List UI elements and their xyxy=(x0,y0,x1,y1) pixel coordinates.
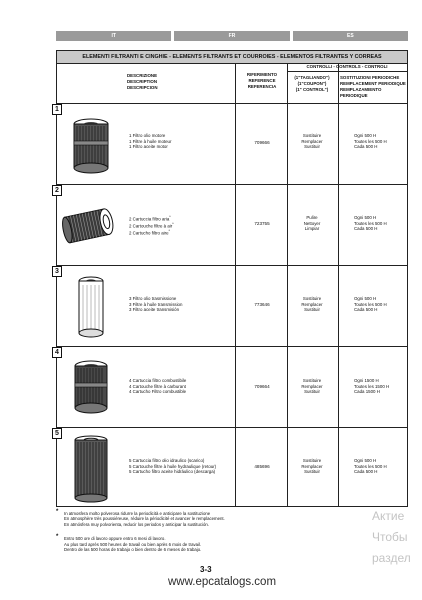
hydraulic-filter-illustration xyxy=(61,433,121,505)
row-description: 4 Cartuccia filtro combustibile 4 Cartouche filtre à carburant 4 Cartucho Filtro combustible xyxy=(129,378,187,395)
language-tab-es: ES xyxy=(293,31,408,41)
row-divider xyxy=(57,427,407,428)
row-action: Sostituire Remplacer Sustituir xyxy=(301,296,323,313)
table-title: ELEMENTI FILTRANTI E CINGHIE - ELEMENTS FILTRANTS ET COURROIES - ELEMENTOS FILTRANTES Y CORREAS xyxy=(57,51,407,64)
row-divider xyxy=(57,346,407,347)
controls-header: CONTROLLI - CONTROLS - CONTROLI xyxy=(306,64,388,69)
overlay-text: раздел xyxy=(372,551,411,565)
page-number: 3-3 xyxy=(200,565,212,574)
air-filter-illustration xyxy=(61,198,121,254)
row-number: 3 xyxy=(52,266,62,277)
row-reference: 709666 xyxy=(254,140,270,145)
overlay-text: Чтобы xyxy=(372,530,408,544)
description-header: DESCRIZIONE DESCRIPTION DESCRIPCION xyxy=(127,73,158,90)
footnote-mark: * xyxy=(56,534,59,541)
row-description: 5 Cartuccia filtro olio idraulico (scarico) 5 Cartouche filtre à huile hydraulique (retour) 5 Cartucho filtro aceite hidráulico (descarga) xyxy=(129,458,217,475)
row-description: 2 Cartuccia filtro aria* 2 Cartouche filtre à air* 2 Cartucho filtro aire* xyxy=(129,215,174,236)
fuel-filter-illustration xyxy=(61,356,121,420)
row-number: 1 xyxy=(52,104,62,115)
row-reference: 485696 xyxy=(254,464,270,469)
header-divider xyxy=(57,103,407,104)
row-action: Sostituire Remplacer Sustituir xyxy=(301,378,323,395)
column-divider xyxy=(235,63,236,506)
filters-table xyxy=(56,50,408,507)
tag-header: (1"TAGLIANDO") (1"COUPON") (1" CONTROL") xyxy=(294,75,330,92)
row-divider xyxy=(57,265,407,266)
column-divider xyxy=(287,63,288,506)
row-interval: Ogni 500 H Toutes les 500 H Cada 500 H xyxy=(354,215,387,232)
row-number: 5 xyxy=(52,428,62,439)
footnotes xyxy=(56,511,356,561)
substitution-header: SOSTITUZIONI PERIODICHE REMPLACEMENT PERIODIQUE REMPLAZAMIENTO PERIODIQUE xyxy=(340,75,406,98)
language-bar xyxy=(56,31,408,41)
row-interval: Ogni 500 H Toutes les 500 H Cada 500 H xyxy=(354,296,387,313)
row-action: Sostituire Remplacer Sustituir xyxy=(301,133,323,150)
row-divider xyxy=(57,184,407,185)
controls-divider xyxy=(287,71,407,72)
oil-filter-illustration xyxy=(61,114,121,178)
row-action: Pulire Nettoyer Limpiar xyxy=(303,215,321,232)
footnote: * In atmosfera molto polverosa ridurre la periodicità e anticipare la sostituzione En atmosphère très poussiéreuse, réduire la périodicité et avancer le remplacement. En atmósfera muy polvorienta, reducir los periodos y anticipar la sustitución. xyxy=(56,509,225,527)
row-reference: 773646 xyxy=(254,302,270,307)
column-divider xyxy=(338,63,339,506)
row-number: 4 xyxy=(52,347,62,358)
reference-header: RIFERIMENTO REFERENCE REFERENCIA xyxy=(246,72,278,89)
language-tab-fr: FR xyxy=(174,31,289,41)
row-description: 3 Filtro olio trasmissione 3 Filtre à huile transmission 3 Filtro aceite transmisión xyxy=(129,296,183,313)
row-interval: Ogni 1500 H Toutes les 1500 H Cada 1500 H xyxy=(354,378,390,395)
row-number: 2 xyxy=(52,185,62,196)
transmission-filter-illustration xyxy=(61,273,121,341)
row-interval: Ogni 500 H Toutes les 500 H Cada 500 H xyxy=(354,133,387,150)
row-reference: 709664 xyxy=(254,384,270,389)
row-interval: Ogni 500 H Toutes les 500 H Cada 500 H xyxy=(354,458,387,475)
row-description: 1 Filtro olio motore 1 Filtre à huile moteur 1 Filtro aceite motor xyxy=(129,133,172,150)
watermark-url: www.epcatalogs.com xyxy=(168,576,277,588)
row-action: Sostituire Remplacer Sustituir xyxy=(301,458,323,475)
language-tab-it: IT xyxy=(56,31,171,41)
overlay-text: Актие xyxy=(372,509,405,523)
footnote: * Entro 500 ore di lavoro oppure entro 6 mesi di lavoro. Au plus tard après 500 heures de travail ou bien après 6 mois de travail. Dentro de las 500 horas de trabajo o bien dentro de 6 meses de trabajo. xyxy=(56,534,202,553)
row-reference: 723755 xyxy=(254,221,270,226)
footnote-mark: * xyxy=(56,509,59,515)
